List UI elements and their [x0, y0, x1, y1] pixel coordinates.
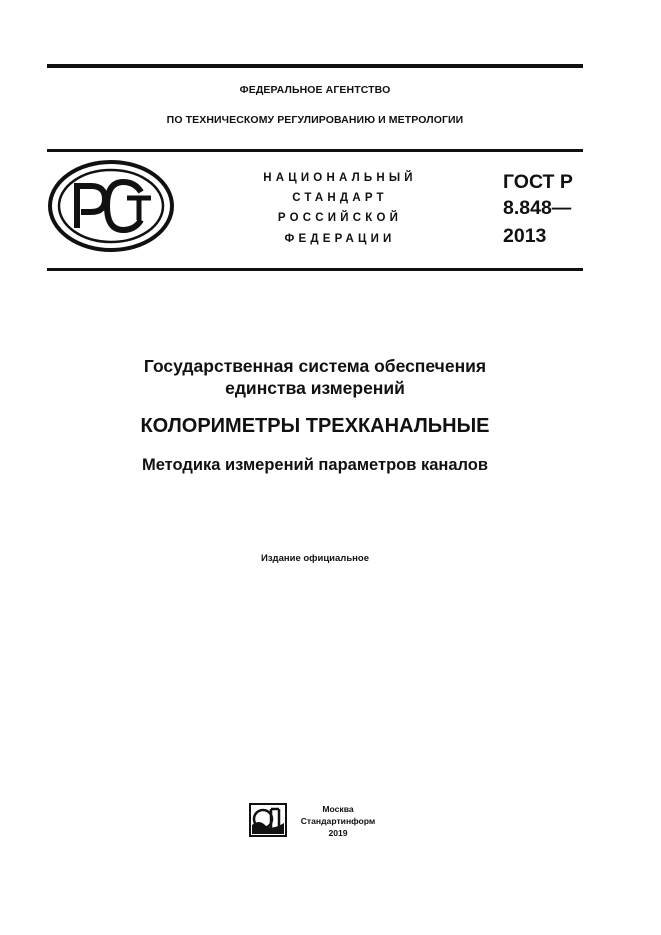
top-rule: [47, 64, 583, 68]
national-standard-line-3: РОССИЙСКОЙ: [277, 212, 403, 224]
gost-number-line-3: 2013: [503, 225, 547, 247]
subtitle: Методика измерений параметров каналов: [141, 456, 489, 474]
system-title-line2: единства измерений: [225, 378, 405, 398]
rst-certification-mark-icon: [47, 158, 175, 254]
national-standard-line-4: ФЕДЕРАЦИИ: [284, 233, 396, 245]
publisher-year: 2019: [328, 828, 348, 838]
gost-number-line-2: 8.848—: [503, 197, 572, 219]
national-standard-line-1: НАЦИОНАЛЬНЫЙ: [263, 172, 417, 184]
agency-name-line1: ФЕДЕРАЛЬНОЕ АГЕНТСТВО: [239, 84, 391, 96]
standartinform-logo-icon: [249, 803, 287, 837]
gost-number-line-1: ГОСТ Р: [503, 171, 573, 193]
publisher-city: Москва: [322, 804, 354, 814]
national-standard-line-2: СТАНДАРТ: [292, 192, 388, 204]
publisher-name: Стандартинформ: [300, 816, 376, 826]
edition-label: Издание официальное: [261, 553, 369, 564]
system-title-line1: Государственная система обеспечения: [143, 356, 487, 376]
main-title: КОЛОРИМЕТРЫ ТРЕХКАНАЛЬНЫЕ: [140, 415, 490, 437]
header-rule: [47, 149, 583, 152]
agency-name-line2: ПО ТЕХНИЧЕСКОМУ РЕГУЛИРОВАНИЮ И МЕТРОЛОГИИ: [166, 114, 464, 126]
standard-block-rule: [47, 268, 583, 271]
